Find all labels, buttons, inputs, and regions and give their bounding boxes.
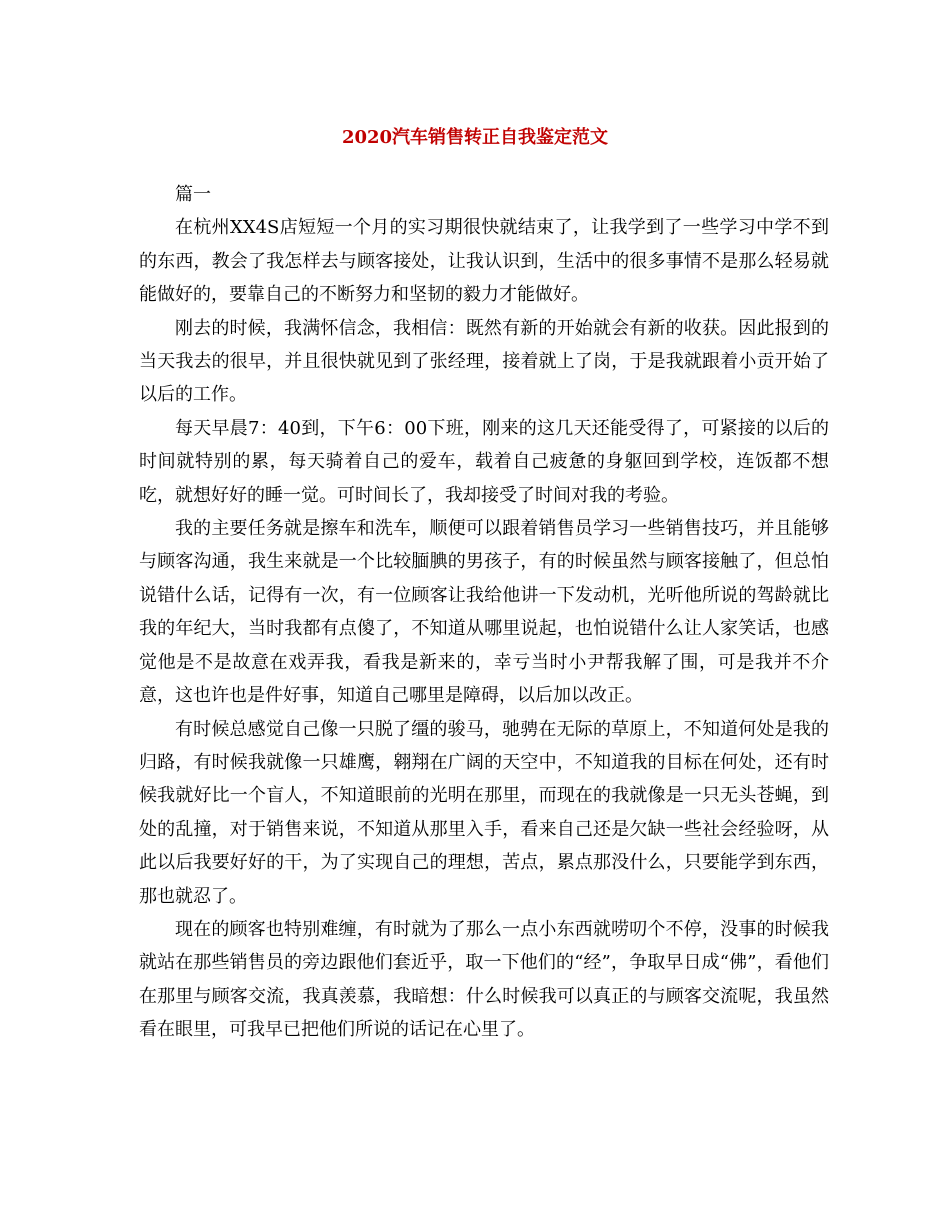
paragraph-6: 现在的顾客也特别难缠，有时就为了那么一点小东西就唠叨个不停，没事的时候我就站在那些销售员的旁边跟他们套近乎，取一下他们的“经”，争取早日成“佛”，看他们在那里与顾客交流，我真羡慕，我暗想：什么时候我可以真正的与顾客交流呢，我虽然看在眼里，可我早已把他们所说的话记在心里了。 [139,918,829,1041]
paragraph-3: 每天早晨7：40到，下午6：00下班，刚来的这几天还能受得了，可紧接的以后的时间就特别的累，每天骑着自己的爱车，载着自己疲惫的身躯回到学校，连饭都不想吃，就想好好的睡一觉。可时间长了，我却接受了时间对我的考验。 [139,417,829,506]
paragraph-1: 在杭州XX4S店短短一个月的实习期很快就结束了，让我学到了一些学习中学不到的东西，教会了我怎样去与顾客接处，让我认识到，生活中的很多事情不是那么轻易就能做好的，要靠自己的不断努力和坚韧的毅力才能做好。 [139,217,829,306]
document-title: 2020汽车销售转正自我鉴定范文 [341,127,609,148]
section-heading: 篇一 [175,184,211,205]
document-body [139,178,829,1047]
paragraph-5: 有时候总感觉自己像一只脱了缰的骏马，驰骋在无际的草原上，不知道何处是我的归路，有时候我就像一只雄鹰，翱翔在广阔的天空中，不知道我的目标在何处，还有时候我就好比一个盲人，不知道眼前的光明在那里，而现在的我就像是一只无头苍蝇，到处的乱撞，对于销售来说，不知道从那里入手，看来自己还是欠缺一些社会经验呀，从此以后我要好好的干，为了实现自己的理想，苦点，累点那没什么，只要能学到东西，那也就忍了。 [139,718,829,907]
paragraph-4: 我的主要任务就是擦车和洗车，顺便可以跟着销售员学习一些销售技巧，并且能够与顾客沟通，我生来就是一个比较腼腆的男孩子，有的时候虽然与顾客接触了，但总怕说错什么话，记得有一次，有一位顾客让我给他讲一下发动机，光听他所说的驾龄就比我的年纪大，当时我都有点傻了，不知道从哪里说起，也怕说错什么让人家笑话，也感觉他是不是故意在戏弄我，看我是新来的，幸亏当时小尹帮我解了围，可是我并不介意，这也许也是件好事，知道自己哪里是障碍，以后加以改正。 [139,518,829,707]
paragraph-2: 刚去的时候，我满怀信念，我相信：既然有新的开始就会有新的收获。因此报到的当天我去的很早，并且很快就见到了张经理，接着就上了岗，于是我就跟着小贡开始了以后的工作。 [139,317,829,406]
